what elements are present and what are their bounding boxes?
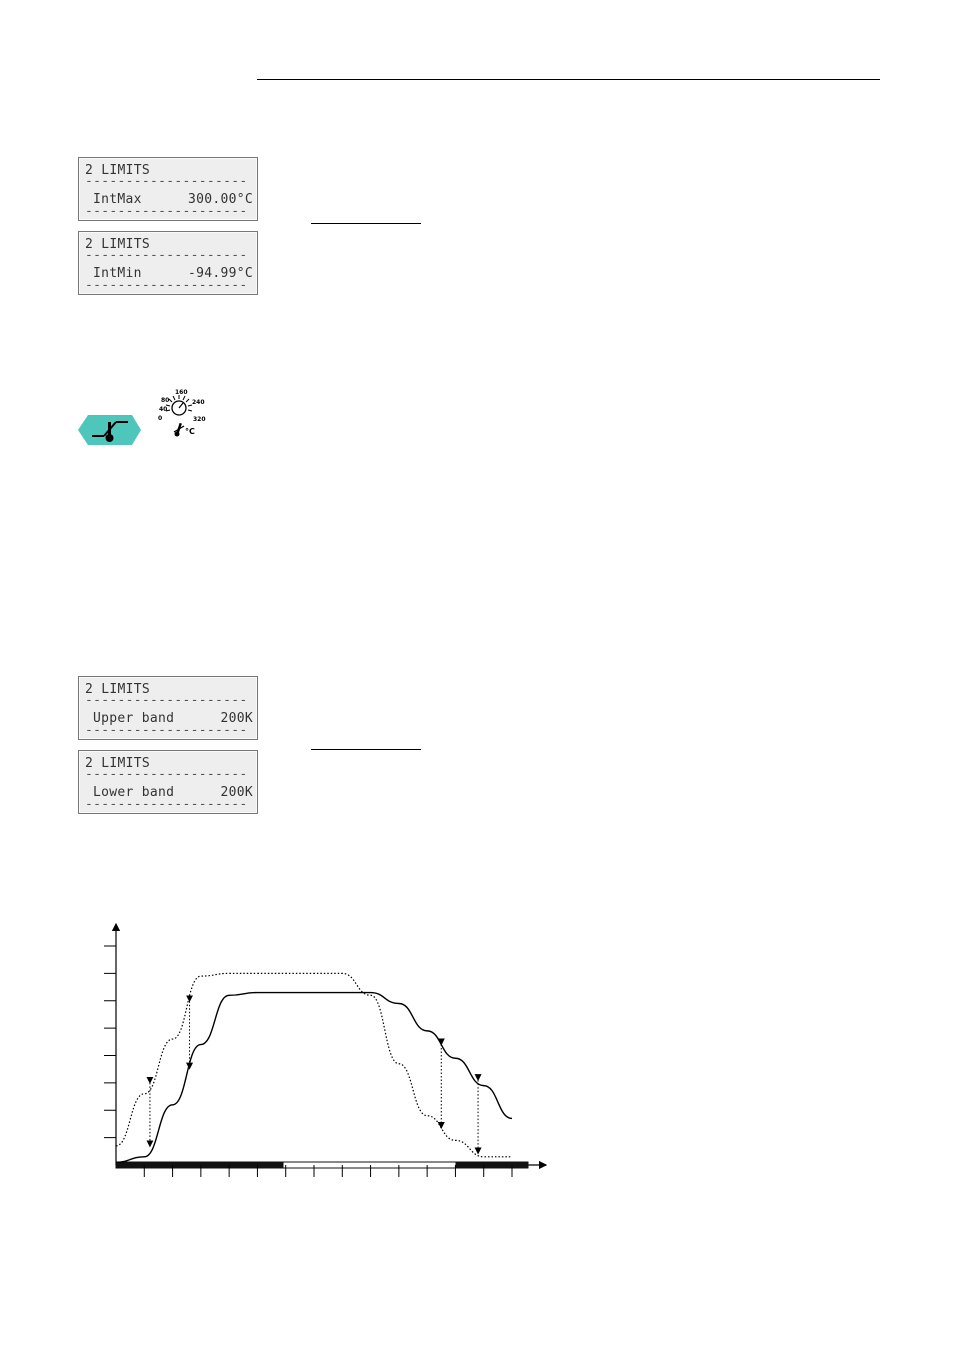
lcd-title: 2 LIMITS	[85, 682, 151, 697]
thermometer-stem	[108, 422, 111, 436]
lcd-title: 2 LIMITS	[85, 237, 151, 252]
dial-label: 160	[175, 389, 188, 396]
series-line-dotted	[116, 973, 512, 1156]
lcd-value: -94.99°C	[187, 266, 253, 281]
band-limit-chart	[100, 918, 560, 1182]
lcd-title: 2 LIMITS	[85, 163, 151, 178]
dial-label: 320	[193, 416, 206, 423]
limit-thermometer-hex-icon	[78, 414, 142, 446]
thermometer-bulb	[175, 432, 180, 437]
lcd-separator: --------------------	[85, 768, 248, 782]
lcd-separator: --------------------	[85, 205, 248, 219]
series-line-solid	[116, 993, 512, 1163]
lcd-value: 300.00°C	[187, 192, 253, 207]
dial-label: 80	[161, 397, 170, 404]
temperature-dial-icon	[156, 388, 216, 440]
underline-rule	[311, 749, 421, 750]
lcd-panel-lower-band	[78, 750, 258, 814]
lcd-value: 200K	[220, 711, 253, 726]
band-segment-dark	[116, 1162, 283, 1168]
lcd-separator: --------------------	[85, 724, 248, 738]
lcd-separator: --------------------	[85, 279, 248, 293]
header-rule	[257, 79, 880, 80]
lcd-label: IntMax	[93, 192, 142, 207]
lcd-panel-upper-band	[78, 676, 258, 740]
lcd-title: 2 LIMITS	[85, 756, 151, 771]
dial-label: 0	[158, 415, 163, 422]
lcd-label: IntMin	[93, 266, 142, 281]
band-segment-dark	[456, 1162, 528, 1168]
lcd-value: 200K	[220, 785, 253, 800]
lcd-separator: --------------------	[85, 249, 248, 263]
lcd-panel-intmax	[78, 157, 258, 221]
lcd-separator: --------------------	[85, 175, 248, 189]
lcd-separator: --------------------	[85, 694, 248, 708]
lcd-panel-intmin	[78, 231, 258, 295]
dial-needle	[179, 403, 183, 408]
dial-label: 40	[159, 406, 168, 413]
lcd-label: Upper band	[93, 711, 175, 726]
band-segment-light	[283, 1162, 456, 1168]
dial-label: 240	[192, 399, 205, 406]
lcd-label: Lower band	[93, 785, 175, 800]
dial-unit: °C	[185, 427, 195, 436]
lcd-separator: --------------------	[85, 798, 248, 812]
thermometer-bulb	[106, 434, 114, 442]
underline-rule	[311, 223, 421, 224]
